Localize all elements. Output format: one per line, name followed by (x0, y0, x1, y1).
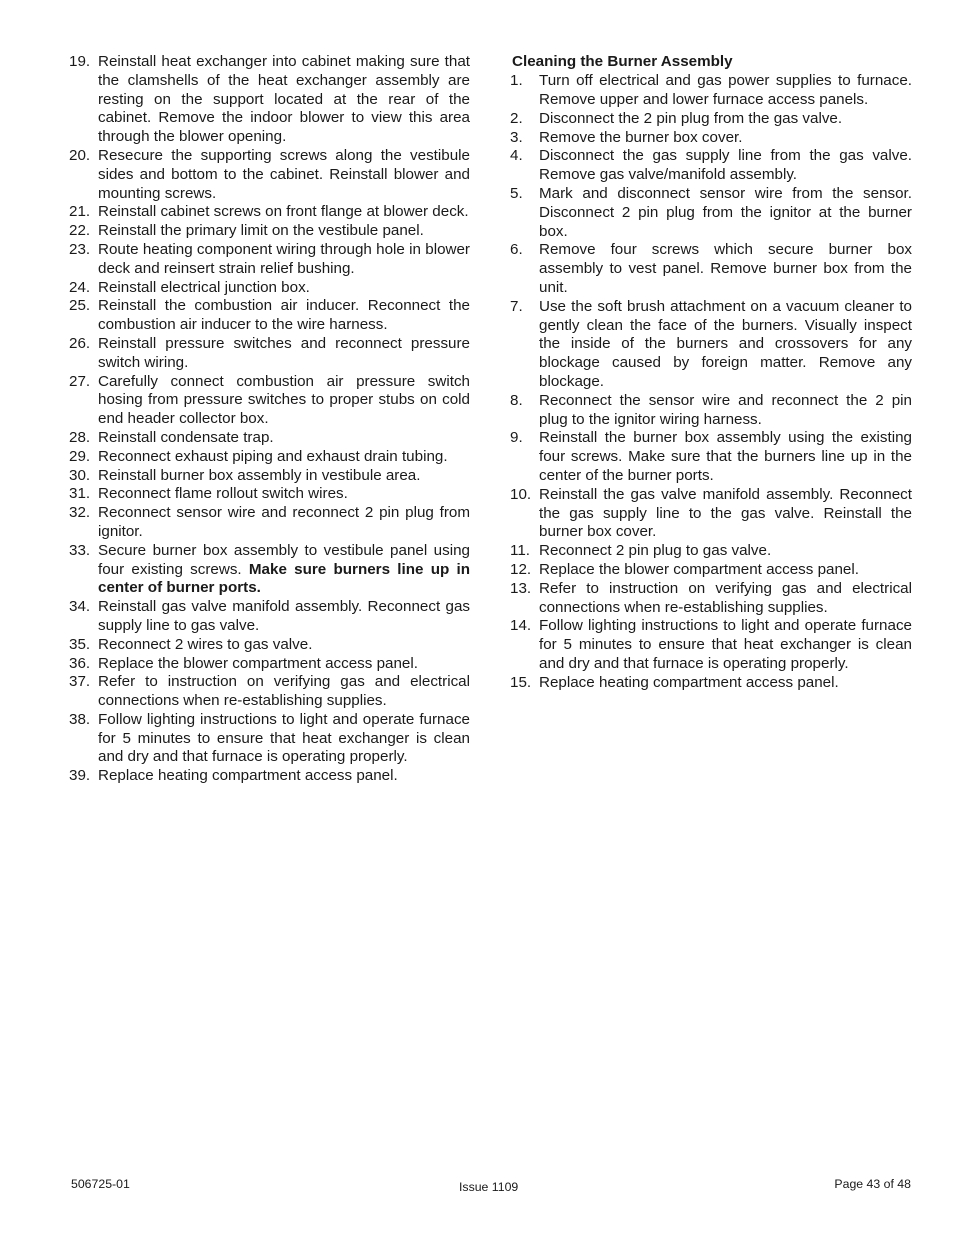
step-text: Reinstall burner box assembly in vestibule area. (98, 466, 421, 484)
step-number: 15. (510, 673, 532, 691)
step-text: Reinstall cabinet screws on front flange at blower deck. (98, 203, 469, 221)
step-number: 30. (69, 466, 91, 484)
step-number: 39. (69, 767, 91, 785)
step-text: Replace the blower compartment access panel. (539, 561, 859, 579)
list-item (66, 297, 470, 335)
list-item (66, 636, 470, 655)
step-text: Resecure the supporting screws along the vestibule sides and bottom to the cabinet. Reinstall blower and mounting screws. (98, 146, 470, 202)
list-item (510, 429, 912, 485)
list-item (510, 129, 912, 148)
section-heading: Cleaning the Burner Assembly (512, 53, 733, 70)
step-number: 35. (69, 635, 91, 653)
step-number: 11. (510, 542, 530, 560)
step-number: 31. (69, 485, 91, 503)
list-item (510, 674, 912, 693)
step-text: Reinstall pressure switches and reconnect pressure switch wiring. (98, 334, 470, 371)
footer-document-number: 506725-01 (71, 1177, 130, 1191)
step-text: Reinstall heat exchanger into cabinet making sure that the clamshells of the heat exchanger assembly are resting on the support located at the rear of the cabinet. Remove the indoor blower to view this area through the blower opening. (98, 53, 470, 146)
step-number: 29. (69, 447, 91, 465)
step-text: Follow lighting instructions to light and operate furnace for 5 minutes to ensure that heat exchanger is clean and dry and that furnace is operating properly. (98, 710, 470, 766)
list-item (66, 373, 470, 429)
footer-page-number: Page 43 of 48 (834, 1177, 911, 1191)
step-number: 27. (69, 372, 91, 390)
step-number: 4. (510, 147, 523, 165)
list-item (66, 147, 470, 203)
step-text: Secure burner box assembly to vestibule panel using four existing screws. (98, 541, 470, 578)
reassembly-steps-list (66, 53, 470, 786)
list-item (66, 711, 470, 767)
list-item (66, 279, 470, 298)
list-item (510, 110, 912, 129)
step-number: 2. (510, 109, 523, 127)
step-text: Reinstall condensate trap. (98, 428, 274, 446)
list-item (510, 72, 912, 110)
step-text: Remove the burner box cover. (539, 128, 743, 146)
step-number: 5. (510, 185, 523, 203)
list-item (66, 467, 470, 486)
step-text: Reinstall the gas valve manifold assembly. Reconnect the gas supply line to the gas valve. Reinstall the burner box cover. (539, 485, 912, 541)
step-number: 14. (510, 617, 532, 635)
list-item (66, 241, 470, 279)
list-item (510, 486, 912, 542)
list-item (510, 561, 912, 580)
list-item (66, 598, 470, 636)
step-number: 13. (510, 579, 532, 597)
list-item (66, 335, 470, 373)
step-number: 22. (69, 222, 91, 240)
step-text: Disconnect the gas supply line from the gas valve. Remove gas valve/manifold assembly. (539, 147, 912, 184)
step-text: Use the soft brush attachment on a vacuum cleaner to gently clean the face of the burners. Visually inspect the inside of the burners and crossovers for any blockage caused by foreign matter. Remove any blockage. (539, 297, 912, 391)
footer-issue: Issue 1109 (459, 1180, 519, 1194)
step-text: Refer to instruction on verifying gas and electrical connections when re-establishing supplies. (539, 579, 912, 616)
list-item (66, 485, 470, 504)
step-text: Reconnect flame rollout switch wires. (98, 485, 348, 503)
list-item (66, 53, 470, 147)
burner-cleaning-steps-list (510, 72, 912, 692)
step-emphasis: Make sure burners line up in center of burner ports. (98, 560, 470, 597)
list-item (510, 185, 912, 241)
step-text: Reconnect exhaust piping and exhaust drain tubing. (98, 447, 448, 465)
step-number: 38. (69, 710, 91, 728)
right-column (510, 53, 912, 693)
left-column (66, 53, 470, 786)
list-item (66, 504, 470, 542)
list-item (66, 448, 470, 467)
step-text: Reconnect 2 pin plug to gas valve. (539, 542, 772, 560)
step-text: Mark and disconnect sensor wire from the sensor. Disconnect 2 pin plug from the ignitor at the burner box. (539, 185, 912, 240)
list-item (66, 429, 470, 448)
step-number: 32. (69, 504, 91, 522)
step-text: Reinstall the combustion air inducer. Reconnect the combustion air inducer to the wire harness. (98, 297, 470, 334)
list-item (66, 767, 470, 786)
list-item (510, 298, 912, 392)
step-text: Reconnect the sensor wire and reconnect the 2 pin plug to the ignitor wiring harness. (539, 391, 912, 428)
step-text: Replace heating compartment access panel. (98, 767, 398, 785)
list-item (66, 655, 470, 674)
step-text: Reinstall the burner box assembly using the existing four screws. Make sure that the burners line up in the center of the burner ports. (539, 429, 912, 485)
step-text: Reinstall gas valve manifold assembly. Reconnect gas supply line to gas valve. (98, 598, 470, 634)
step-text: Replace heating compartment access panel. (539, 673, 839, 691)
step-number: 33. (69, 541, 91, 559)
step-text: Refer to instruction on verifying gas and electrical connections when re-establishing supplies. (98, 673, 470, 710)
step-text: Remove four screws which secure burner box assembly to vest panel. Remove burner box from the unit. (539, 241, 912, 297)
step-text: Replace the blower compartment access panel. (98, 654, 418, 672)
list-item (510, 147, 912, 185)
step-number: 23. (69, 240, 91, 258)
step-number: 8. (510, 391, 523, 409)
list-item (510, 392, 912, 430)
step-text: Turn off electrical and gas power supplies to furnace. Remove upper and lower furnace access panels. (539, 72, 912, 109)
step-number: 37. (69, 673, 91, 691)
step-number: 19. (69, 53, 91, 70)
step-number: 24. (69, 278, 91, 296)
step-number: 6. (510, 241, 523, 259)
list-item (66, 203, 470, 222)
list-item (66, 542, 470, 598)
list-item (510, 542, 912, 561)
list-item (66, 673, 470, 711)
step-text: Route heating component wiring through hole in blower deck and reinsert strain relief bushing. (98, 240, 470, 277)
list-item (66, 222, 470, 241)
step-number: 10. (510, 485, 532, 503)
step-text: Reinstall the primary limit on the vestibule panel. (98, 222, 424, 240)
step-number: 28. (69, 428, 91, 446)
step-text: Reinstall electrical junction box. (98, 278, 310, 296)
list-item (510, 617, 912, 673)
step-number: 20. (69, 146, 91, 164)
step-text: Carefully connect combustion air pressure switch hosing from pressure switches to proper stubs on cold end header collector box. (98, 372, 470, 428)
step-number: 25. (69, 297, 91, 315)
list-item (510, 241, 912, 297)
step-text: Disconnect the 2 pin plug from the gas valve. (539, 109, 843, 127)
list-item (510, 580, 912, 618)
step-text: Follow lighting instructions to light and operate furnace for 5 minutes to ensure that heat exchanger is clean and dry and that furnace is operating properly. (539, 617, 912, 672)
step-number: 1. (510, 72, 523, 90)
step-number: 3. (510, 128, 523, 146)
step-number: 34. (69, 598, 91, 616)
step-number: 36. (69, 654, 91, 672)
step-text: Reconnect 2 wires to gas valve. (98, 635, 313, 653)
step-number: 7. (510, 297, 523, 315)
step-number: 9. (510, 429, 523, 447)
step-number: 21. (69, 203, 91, 221)
step-number: 26. (69, 334, 91, 352)
step-text: Reconnect sensor wire and reconnect 2 pin plug from ignitor. (98, 504, 470, 540)
step-number: 12. (510, 561, 532, 579)
